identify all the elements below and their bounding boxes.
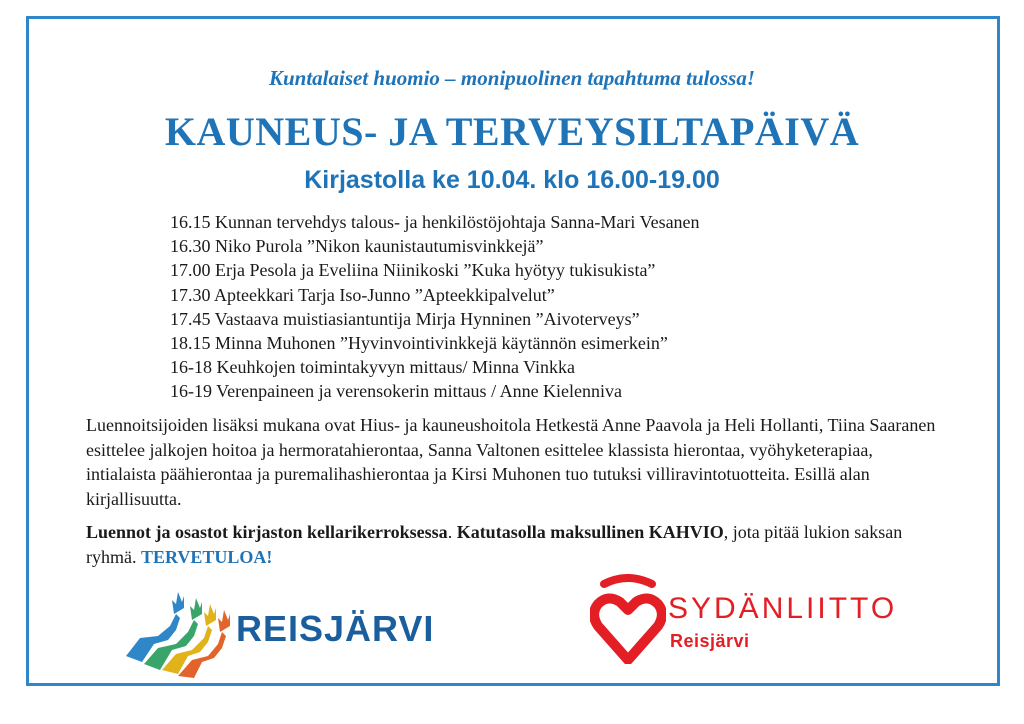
schedule-item: 16-18 Keuhkojen toimintakyvyn mittaus/ Minna Vinkka [170, 357, 576, 378]
schedule-item: 16.30 Niko Purola ”Nikon kaunistautumisvinkkejä” [170, 236, 544, 257]
intro-paragraph: Luennoitsijoiden lisäksi mukana ovat Hius- ja kauneushoitola Hetkestä Anne Paavola ja Heli Hollanti, Tiina Saaranen esittelee jalkojen hoitoa ja hermoratahierontaa, Sanna Valtonen esittelee klassista hierontaa, vyöhyketerapiaa, intialaista päähierontaa ja puremalihashierontaa ja Kirsi Muhonen tuo tutuksi villiravintotuotteita. Esillä alan kirjallisuutta. [86, 415, 936, 509]
schedule-item: 16.15 Kunnan tervehdys talous- ja henkilöstöjohtaja Sanna-Mari Vesanen [170, 212, 700, 232]
schedule-item: 16-19 Verenpaineen ja verensokerin mittaus / Anne Kielenniva [170, 381, 623, 402]
sydanliitto-wordmark: SYDÄNLIITTO [668, 592, 898, 625]
note-part1: Luennot ja osastot kirjaston kellarikerroksessa [86, 522, 448, 542]
schedule-item: 17.00 Erja Pesola ja Eveliina Niinikoski ”Kuka hyötyy tukisukista” [170, 260, 656, 281]
reindeer-icon [118, 578, 238, 678]
sydanliitto-sub: Reisjärvi [670, 631, 750, 651]
reisjarvi-wordmark: REISJÄRVI [236, 608, 435, 649]
schedule-item: 17.45 Vastaava muistiasiantuntija Mirja Hynninen ”Aivoterveys” [170, 308, 640, 329]
kicker-line: Kuntalaiset huomio – monipuolinen tapahtuma tulossa! [268, 66, 756, 90]
location-note [86, 520, 946, 569]
reisjarvi-logo [118, 578, 458, 678]
sydanliitto-logo [590, 574, 930, 674]
welcome-text: TERVETULOA! [140, 546, 273, 567]
schedule-list [170, 210, 700, 404]
event-time: Kirjastolla ke 10.04. klo 16.00-19.00 [304, 166, 720, 194]
page-title: KAUNEUS- JA TERVEYSILTAPÄIVÄ [164, 109, 860, 154]
note-sep: . [447, 522, 457, 542]
note-part3: , jota pitää lukion saksan ryhmä. [86, 522, 903, 567]
note-part2: Katutasolla maksullinen KAHVIO [456, 522, 724, 542]
schedule-item: 17.30 Apteekkari Tarja Iso-Junno ”Apteekkipalvelut” [170, 284, 555, 305]
schedule-item: 18.15 Minna Muhonen ”Hyvinvointivinkkejä käytännön esimerkein” [170, 333, 668, 354]
heart-icon [590, 574, 666, 664]
